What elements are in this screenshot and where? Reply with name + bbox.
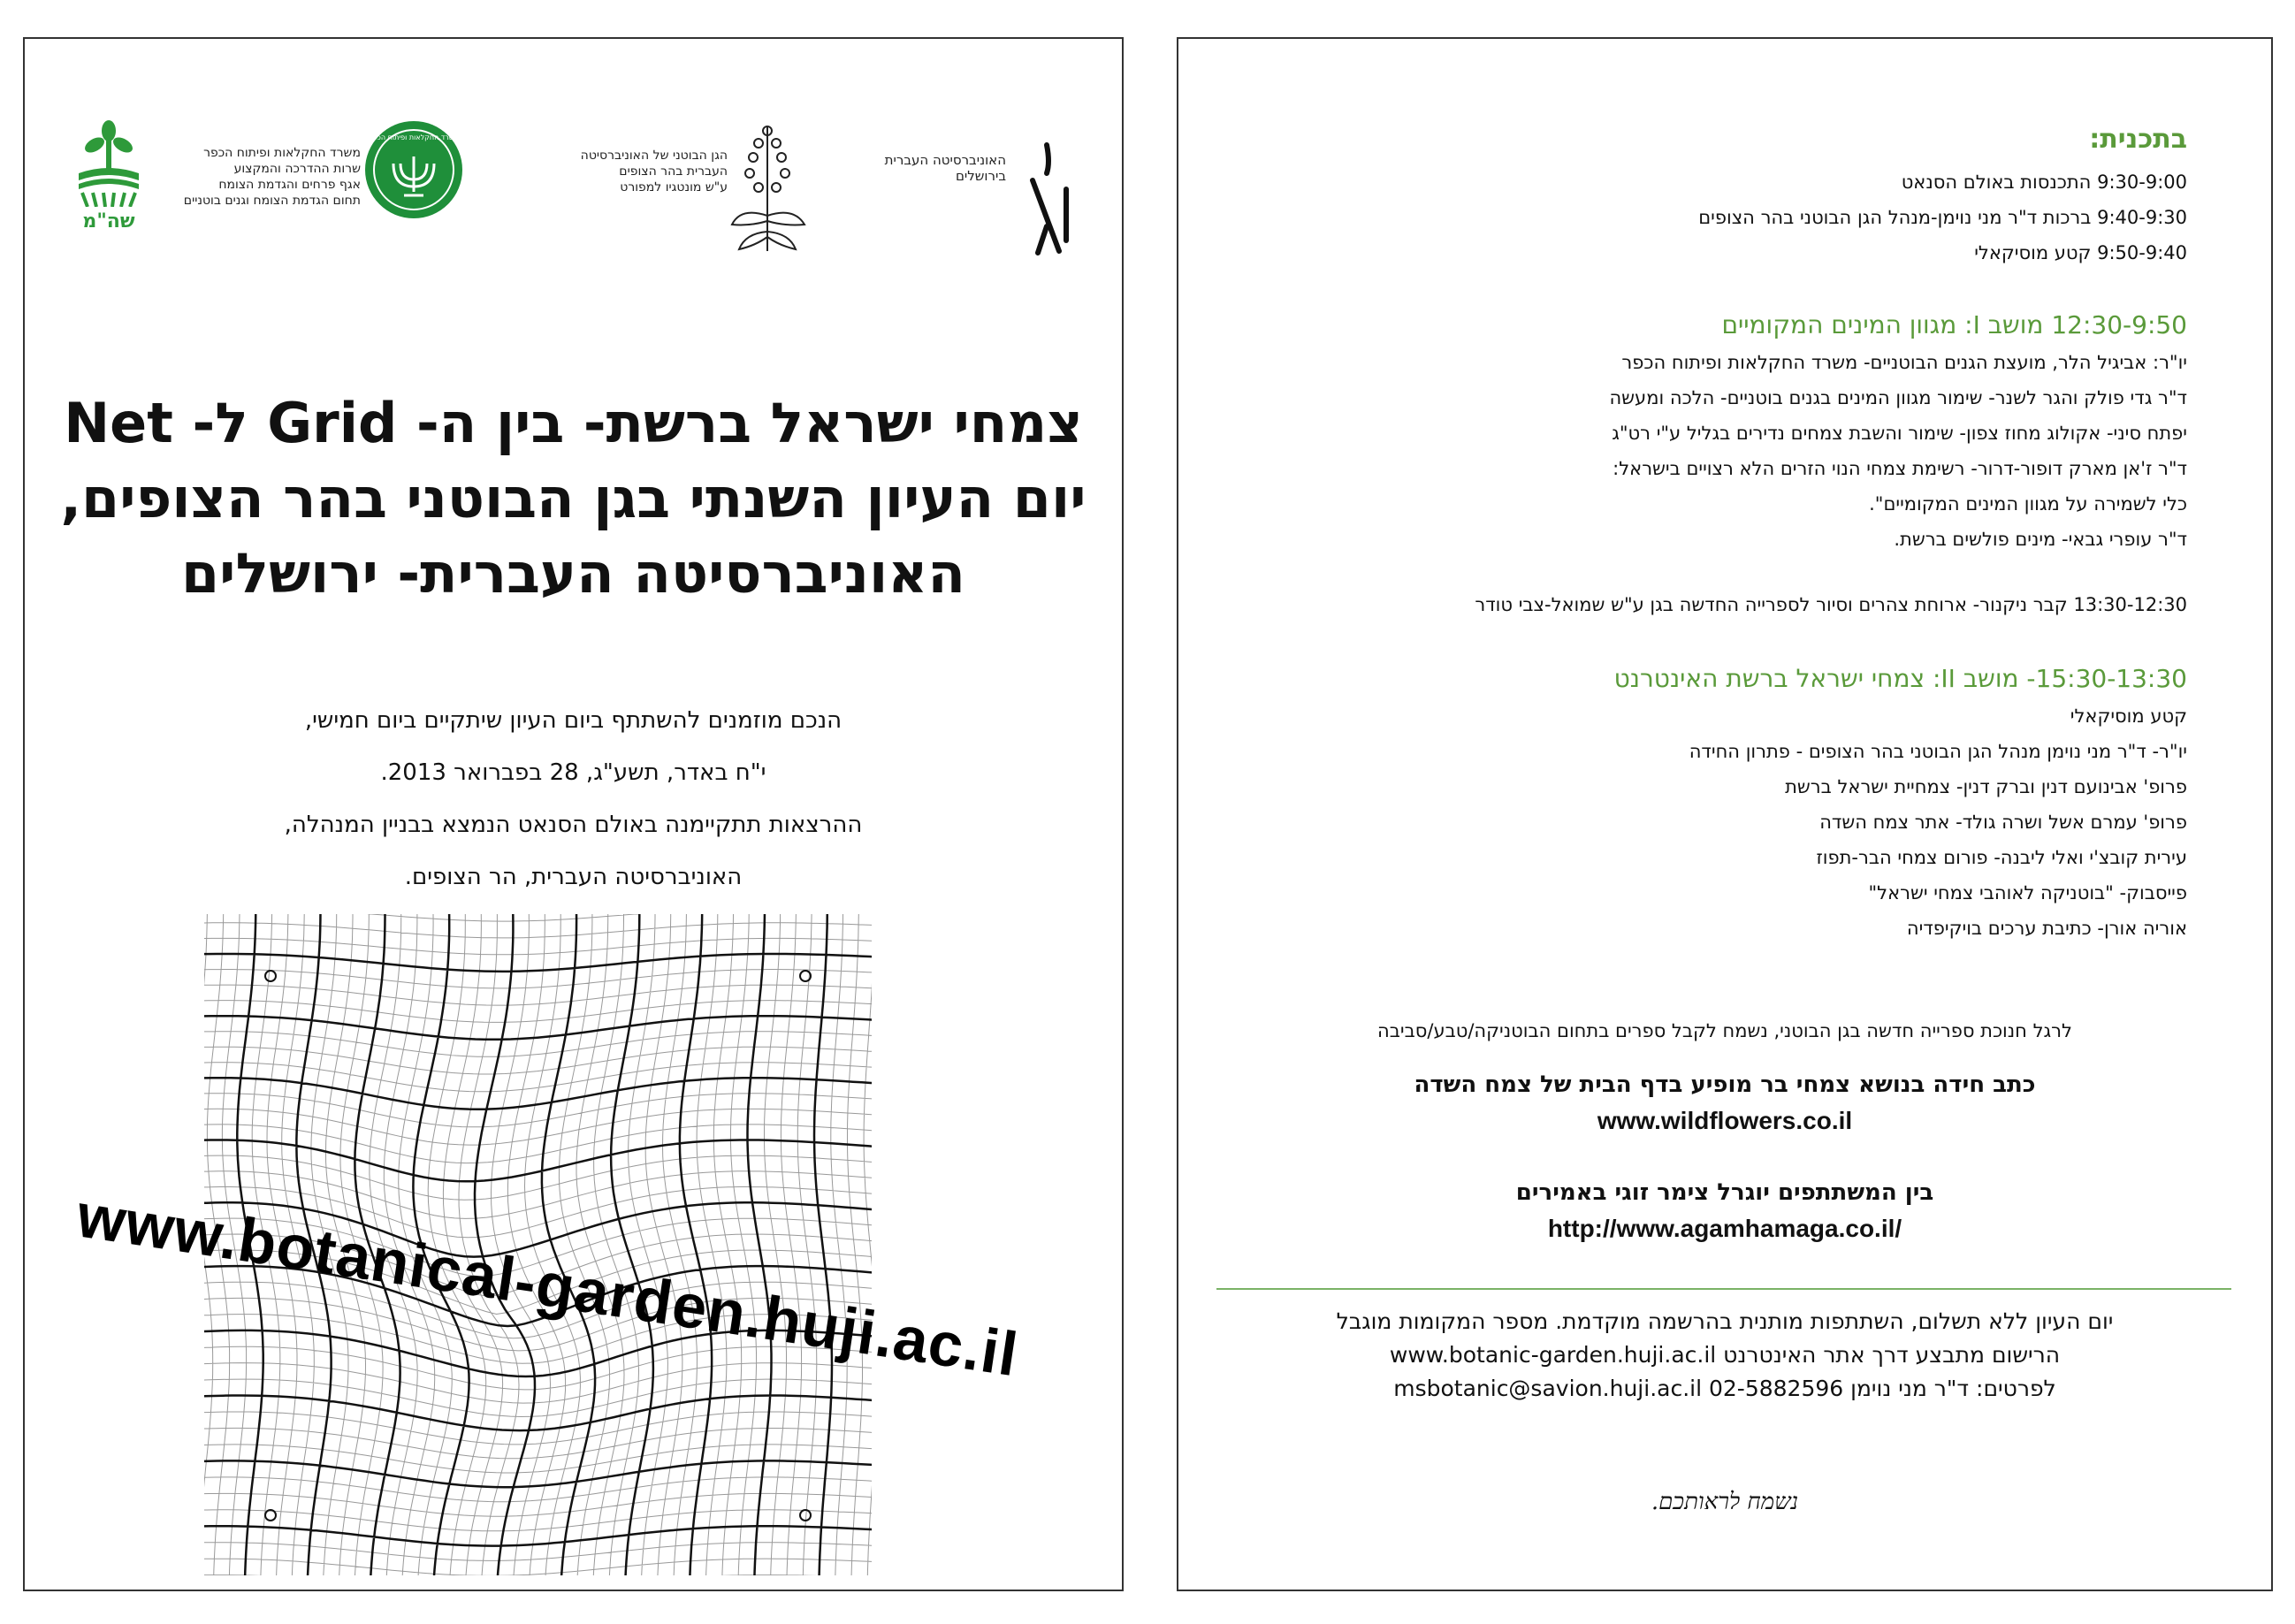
title-line-1: צמחי ישראל ברשת- בין ה- Grid ל- Net [64, 391, 1083, 455]
sprout-icon [73, 118, 144, 207]
ministry-text: משרד החקלאות ופיתוח הכפר שרות ההדרכה והמקצוע אגף פרחים והגדמת הצומח תחום הגדמת הצומח וגנים בוטניים [183, 146, 361, 208]
wildflowers-link[interactable]: www.wildflowers.co.il [1597, 1107, 1853, 1134]
university-logo-icon [1024, 127, 1077, 260]
session1-item-3: יפתח סיני- אקולוג מחוז צפון- שימור והשבת צמחים נדירים בגליל ע"י רט"ג [1612, 423, 2187, 444]
session1-item-1: יו"ר: אביגיל הלר, מועצת הגנים הבוטניים- משרד החקלאות ופיתוח הכפר [1621, 352, 2187, 373]
session2-item-7: אוריה אורן- כתיבת ערכים בויקיפדיה [1906, 918, 2187, 939]
botanical-garden-text: הגן הבוטני של האוניברסיטה העברית בהר הצופים ע"ש מונטגיו למפורט [580, 149, 728, 194]
menorah-icon [365, 121, 462, 218]
footer-line-3: לפרטים: ד"ר מני נוימן 02-5882596 msbotanic@savion.huji.ac.il [1393, 1376, 2056, 1401]
invite-line-3: ההרצאות תתקיימנה באולם הסנאט הנמצא בבניין המנהלה, [284, 812, 863, 838]
invite-line-4: האוניברסיטה העברית, הר הצופים. [404, 864, 743, 890]
plant-illustration-icon [723, 118, 812, 260]
section-divider [1216, 1288, 2231, 1290]
invite-line-2: י"ח באדר, תשע"ג, 28 בפברואר 2013. [380, 759, 766, 786]
lunch-break: 13:30-12:30 קבר ניקנור- ארוחת צהרים וסיור לספרייה החדשה בגן ע"ש שמואל-צבי טודר [1475, 594, 2187, 615]
seal-caption: משרד החקלאות ופיתוח הכפר [369, 133, 459, 141]
grid-node-marker [800, 1510, 811, 1521]
invitation-right-page [1177, 37, 2273, 1591]
grid-node-marker [265, 1510, 276, 1521]
session1-title: 12:30-9:50 מושב I: מגוון המינים המקומיים [1721, 310, 2187, 339]
sign-off: נשמח לראותכם. [1651, 1489, 1799, 1515]
session2-item-1: קטע מוסיקאלי [2070, 705, 2187, 727]
title-line-3: האוניברסיטה העברית- ירושלים [181, 541, 965, 606]
invite-line-1: הנכם מוזמנים להשתתף ביום העיון שיתקיים ביום חמישי, [304, 707, 843, 734]
session2-title: 15:30-13:30- מושב II: צמחי ישראל ברשת האינטרנט [1613, 664, 2187, 693]
shaham-mark: שה"מ [82, 210, 135, 233]
riddle-line: כתב חידה בנושא צמחי בר מופיע בדף הבית של צמח השדה [1414, 1071, 2036, 1098]
footer-line-2: הרישום מתבצע דרך אתר האינטרנט www.botanic-garden.huji.ac.il [1389, 1342, 2061, 1368]
agamhamaga-link[interactable]: http://www.agamhamaga.co.il/ [1547, 1215, 1902, 1242]
program-title: בתכנית: [2089, 124, 2187, 155]
opening-item-1: 9:30-9:00 התכנסות באולם הסנאט [1901, 172, 2187, 193]
botanical-garden-url[interactable]: www.botanical-garden.huji.ac.il [72, 1180, 1023, 1390]
session2-item-6: פייסבוק- "בוטניקה לאוהבי צמחי ישראל" [1868, 882, 2187, 903]
invitation-left-page [23, 37, 1124, 1591]
ministry-seal [365, 121, 462, 218]
opening-item-3: 9:50-9:40 קטע מוסיקאלי [1974, 242, 2187, 263]
session1-item-4: ד"ר ז'אן מארק דופור-דרור- רשימת צמחי הנוי הזרים הלא רצויים בישראל: [1613, 458, 2187, 479]
session2-item-3: פרופ' אבינועם דנין וברק דנין- צמחיית ישראל ברשת [1785, 776, 2187, 797]
session2-item-5: עירית קובצ'י ואלי ליבנה- פורום צמחי הבר-תפוז [1816, 847, 2187, 868]
raffle-line: בין המשתתפים יוגרל צימר זוגי באמירים [1515, 1179, 1934, 1206]
title-line-2: יום העיון השנתי בגן הבוטני בהר הצופים, [60, 466, 1087, 530]
session2-item-4: פרופ' עמרם אשל ושרה גולד- אתר צמח השדה [1819, 812, 2187, 833]
university-text: האוניברסיטה העברית בירושלים [884, 152, 1006, 184]
session1-item-5: כלי לשמירה על מגוון המינים המקומיים". [1869, 493, 2187, 515]
opening-item-2: 9:40-9:30 ברכות ד"ר מני נוימן-מנהל הגן הבוטני בהר הצופים [1698, 207, 2187, 228]
session2-item-2: יו"ר- ד"ר מני נוימן מנהל הגן הבוטני בהר הצופים - פתרון החידה [1689, 741, 2187, 762]
session1-item-6: ד"ר עופרי גבאי- מינים פולשים ברשת. [1894, 529, 2187, 550]
footer-line-1: יום העיון ללא תשלום, השתתפות מותנית בהרשמה מוקדמת. מספר המקומות מוגבל [1336, 1308, 2114, 1334]
session1-item-2: ד"ר גדי פולק והגר לשנר- שימור מגוון המינים בגנים בוטניים- הלכה ומעשה [1609, 387, 2187, 408]
library-note: לרגל חנוכת ספרייה חדשה בגן הבוטני, נשמח לקבל ספרים בתחום הבוטניקה/טבע/סביבה [1377, 1020, 2072, 1041]
shaham-logo [73, 118, 144, 233]
grid-node-marker [265, 971, 276, 981]
